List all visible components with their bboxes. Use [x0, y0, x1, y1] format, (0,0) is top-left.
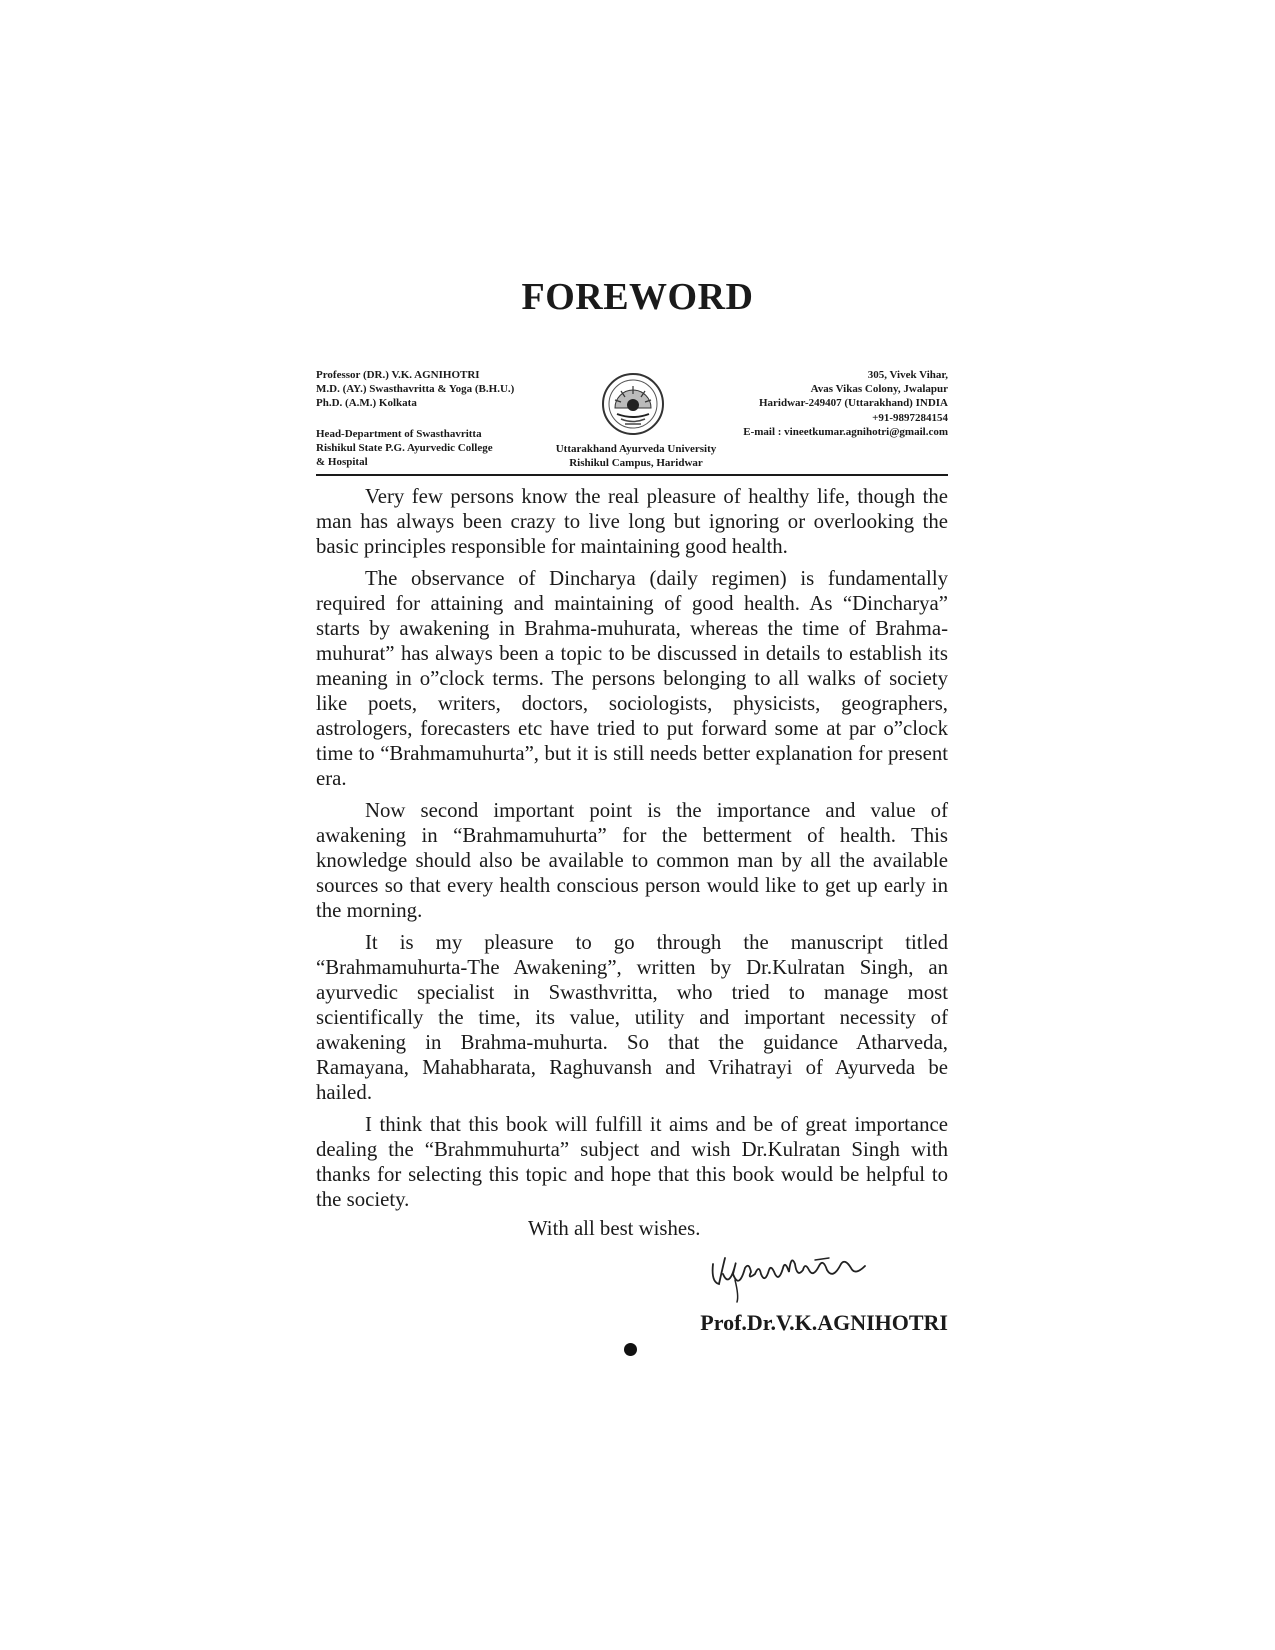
- paragraph: Very few persons know the real pleasure of healthy life, though the man has always been crazy to live long but ignoring or overlooking the basic principles responsible for maintaining good health.: [316, 485, 948, 558]
- letterhead-line: Rishikul State P.G. Ayurvedic College: [316, 442, 493, 455]
- paragraph: Now second important point is the importance and value of awakening in “Brahmamuhurta” for the betterment of health. This knowledge should also be available to common man by all the available sources so that every health conscious person would like to get up early in the morning.: [316, 799, 948, 922]
- handwritten-signature: [705, 1244, 905, 1304]
- paragraph: The observance of Dincharya (daily regimen) is fundamentally required for attaining and maintaining of good health. As “Dincharya” starts by awakening in Brahma-muhurata, whereas the time of Brahma-muhurat” has always been a topic to be discussed in details to establish its meaning in o”clock terms. The persons belonging to all walks of society like poets, writers, doctors, sociologists, physicists, geographers, astrologers, forecasters etc have tried to put forward some at par o”clock time to “Brahmamuhurta”, but it is still needs better explanation for present era.: [316, 567, 948, 790]
- letterhead-line: M.D. (AY.) Swasthavritta & Yoga (B.H.U.): [316, 383, 515, 396]
- letterhead-line: Professor (DR.) V.K. AGNIHOTRI: [316, 369, 480, 381]
- page-title: FOREWORD: [521, 276, 754, 318]
- letterhead-department: [316, 427, 493, 470]
- paragraph: I think that this book will fulfill it aims and be of great importance dealing the “Brahmmuhurta” subject and wish Dr.Kulratan Singh with thanks for selecting this topic and hope that this book would be helpful to the society.: [316, 1113, 948, 1211]
- letterhead-university: [536, 442, 736, 470]
- letterhead-line: +91-9897284154: [872, 411, 948, 424]
- foreword-body: [316, 484, 948, 1219]
- letterhead-line: Haridwar-249407 (Uttarakhand) INDIA: [758, 397, 948, 410]
- university-emblem-icon: [601, 372, 665, 436]
- letterhead-line: 305, Vivek Vihar,: [867, 369, 948, 381]
- paragraph: It is my pleasure to go through the manuscript titled “Brahmamuhurta-The Awakening”, written by Dr.Kulratan Singh, an ayurvedic specialist in Swasthvritta, who tried to manage most scientifically the time, its value, utility and important necessity of awakening in Brahma-muhurta. So that the guidance Atharveda, Ramayana, Mahabharata, Raghuvansh and Vrihatrayi of Ayurveda be hailed.: [316, 931, 948, 1104]
- letterhead-line: Head-Department of Swasthavritta: [316, 428, 482, 440]
- letterhead-line: Rishikul Campus, Haridwar: [569, 457, 703, 470]
- letterhead-credentials: [316, 368, 514, 411]
- signatory-name: Prof.Dr.V.K.AGNIHOTRI: [700, 1310, 948, 1335]
- letterhead-line: Ph.D. (A.M.) Kolkata: [316, 397, 417, 410]
- letterhead-line: Uttarakhand Ayurveda University: [555, 443, 717, 455]
- letterhead-divider: [316, 474, 948, 476]
- end-bullet-icon: [624, 1343, 637, 1356]
- letterhead-address: [743, 368, 948, 439]
- letterhead-line: Avas Vikas Colony, Jwalapur: [810, 383, 948, 396]
- closing-line: With all best wishes.: [528, 1217, 701, 1240]
- letterhead-email: E-mail : vineetkumar.agnihotri@gmail.com: [743, 425, 948, 438]
- letterhead: [316, 368, 948, 475]
- letterhead-line: & Hospital: [316, 456, 368, 469]
